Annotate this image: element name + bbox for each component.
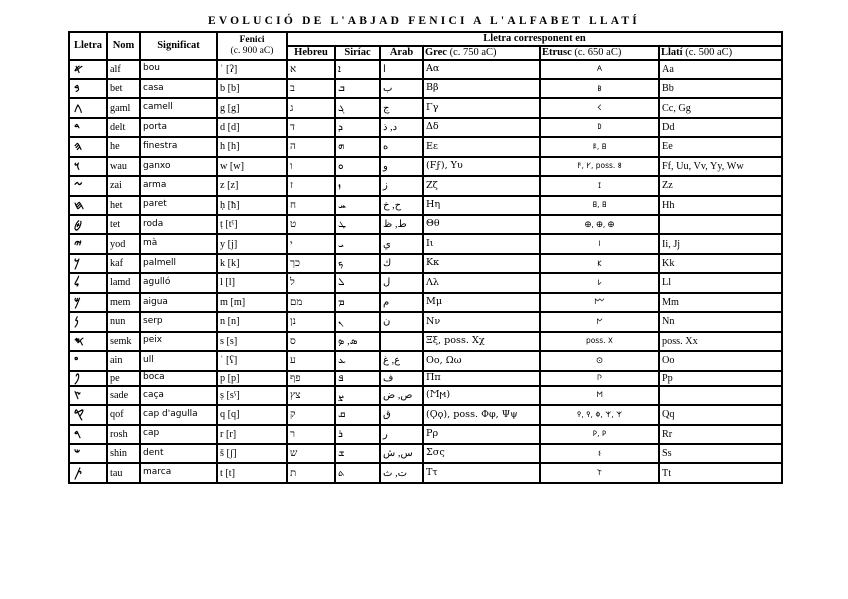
- cell-etrusc: 𐌄, 𐌇: [540, 137, 659, 156]
- cell-significat: camell: [140, 98, 217, 117]
- cell-significat: boca: [140, 371, 217, 386]
- cell-hebreu: ג: [287, 98, 335, 117]
- cell-hebreu: ת: [287, 463, 335, 482]
- cell-etrusc: 𐌆: [540, 176, 659, 195]
- header-llati-label: Llatí: [661, 47, 683, 58]
- header-nom: Nom: [107, 32, 140, 60]
- table-row: [69, 60, 782, 79]
- cell-fenici: ḥ [ħ]: [217, 196, 287, 215]
- cell-llati: Hh: [659, 196, 782, 215]
- cell-hebreu: א: [287, 60, 335, 79]
- cell-nom: nun: [107, 312, 140, 331]
- cell-lletra: 𐤉: [69, 234, 107, 253]
- cell-etrusc: 𐌕: [540, 463, 659, 482]
- cell-etrusc: 𐌍: [540, 312, 659, 331]
- cell-siriac: ܝ: [335, 234, 380, 253]
- cell-nom: rosh: [107, 425, 140, 444]
- cell-grec: Ββ: [423, 79, 540, 98]
- table-row: [69, 425, 782, 444]
- cell-grec: Σσς: [423, 444, 540, 463]
- cell-fenici: ʾ [ʔ]: [217, 60, 287, 79]
- cell-hebreu: ז: [287, 176, 335, 195]
- cell-hebreu: ס: [287, 332, 335, 351]
- cell-hebreu: ע: [287, 351, 335, 370]
- table-row: [69, 234, 782, 253]
- cell-nom: he: [107, 137, 140, 156]
- header-lletra: Lletra: [69, 32, 107, 60]
- cell-hebreu: ד: [287, 118, 335, 137]
- cell-siriac: ܛ: [335, 215, 380, 234]
- table-row: [69, 351, 782, 370]
- table-row: [69, 118, 782, 137]
- cell-grec: Ττ: [423, 463, 540, 482]
- cell-llati: Ss: [659, 444, 782, 463]
- cell-llati: Cc, Gg: [659, 98, 782, 117]
- cell-nom: alf: [107, 60, 140, 79]
- table-row: [69, 176, 782, 195]
- cell-significat: peix: [140, 332, 217, 351]
- cell-fenici: s [s]: [217, 332, 287, 351]
- cell-lletra: 𐤅: [69, 157, 107, 176]
- cell-significat: cap: [140, 425, 217, 444]
- cell-llati: Qq: [659, 405, 782, 424]
- cell-fenici: h [h]: [217, 137, 287, 156]
- cell-etrusc: 𐌊: [540, 254, 659, 273]
- cell-llati: Kk: [659, 254, 782, 273]
- cell-llati: Ll: [659, 273, 782, 292]
- cell-arab: ف: [380, 371, 423, 386]
- cell-arab: ب: [380, 79, 423, 98]
- alphabet-table: [68, 31, 783, 484]
- cell-siriac: ܬ: [335, 463, 380, 482]
- cell-etrusc: 𐌉: [540, 234, 659, 253]
- cell-grec: Ζζ: [423, 176, 540, 195]
- cell-arab: و: [380, 157, 423, 176]
- cell-nom: ain: [107, 351, 140, 370]
- cell-etrusc: 𐌈, 𐌈, 𐌈: [540, 215, 659, 234]
- table-row: [69, 79, 782, 98]
- cell-hebreu: ח: [287, 196, 335, 215]
- cell-hebreu: ט: [287, 215, 335, 234]
- cell-significat: porta: [140, 118, 217, 137]
- cell-significat: roda: [140, 215, 217, 234]
- cell-llati: Zz: [659, 176, 782, 195]
- cell-significat: caça: [140, 386, 217, 405]
- cell-significat: dent: [140, 444, 217, 463]
- cell-grec: Γγ: [423, 98, 540, 117]
- cell-fenici: p [p]: [217, 371, 287, 386]
- cell-nom: gaml: [107, 98, 140, 117]
- cell-nom: wau: [107, 157, 140, 176]
- cell-hebreu: נן: [287, 312, 335, 331]
- table-row: [69, 98, 782, 117]
- header-etrusc-label: Etrusc: [542, 47, 572, 58]
- cell-fenici: g [g]: [217, 98, 287, 117]
- cell-hebreu: ב: [287, 79, 335, 98]
- cell-hebreu: ר: [287, 425, 335, 444]
- cell-etrusc: 𐌔: [540, 444, 659, 463]
- table-row: [69, 157, 782, 176]
- cell-siriac: ܡ: [335, 293, 380, 312]
- cell-siriac: ܨ: [335, 386, 380, 405]
- cell-llati: poss. Xx: [659, 332, 782, 351]
- cell-etrusc: 𐌂: [540, 98, 659, 117]
- cell-lletra: 𐤑: [69, 386, 107, 405]
- cell-significat: aigua: [140, 293, 217, 312]
- cell-lletra: 𐤍: [69, 312, 107, 331]
- cell-siriac: ܩ: [335, 405, 380, 424]
- table-row: [69, 293, 782, 312]
- cell-fenici: k [k]: [217, 254, 287, 273]
- cell-nom: lamd: [107, 273, 140, 292]
- cell-significat: finestra: [140, 137, 217, 156]
- cell-significat: bou: [140, 60, 217, 79]
- cell-siriac: ܕ: [335, 118, 380, 137]
- table-row: [69, 371, 782, 386]
- cell-significat: paret: [140, 196, 217, 215]
- cell-lletra: 𐤀: [69, 60, 107, 79]
- table-row: [69, 196, 782, 215]
- cell-siriac: ܥ: [335, 351, 380, 370]
- cell-llati: Tt: [659, 463, 782, 482]
- cell-fenici: ʿ [ʕ]: [217, 351, 287, 370]
- cell-fenici: š [ʃ]: [217, 444, 287, 463]
- cell-etrusc: 𐌓, 𐌓: [540, 425, 659, 444]
- cell-llati: Nn: [659, 312, 782, 331]
- cell-llati: Oo: [659, 351, 782, 370]
- cell-significat: ull: [140, 351, 217, 370]
- cell-hebreu: ל: [287, 273, 335, 292]
- cell-arab: ت, ث: [380, 463, 423, 482]
- table-row: [69, 463, 782, 482]
- header-grec-label: Grec: [425, 47, 447, 58]
- cell-significat: arma: [140, 176, 217, 195]
- cell-fenici: ṣ [sˤ]: [217, 386, 287, 405]
- cell-lletra: 𐤓: [69, 425, 107, 444]
- cell-lletra: 𐤁: [69, 79, 107, 98]
- cell-arab: ن: [380, 312, 423, 331]
- cell-hebreu: י: [287, 234, 335, 253]
- cell-siriac: ܐ: [335, 60, 380, 79]
- header-fenici-date: (c. 900 aC): [230, 44, 274, 56]
- cell-siriac: ܦ: [335, 371, 380, 386]
- cell-nom: yod: [107, 234, 140, 253]
- cell-grec: Ππ: [423, 371, 540, 386]
- cell-lletra: 𐤏: [69, 351, 107, 370]
- header-significat: Significat: [140, 32, 217, 60]
- cell-significat: cap d'agulla: [140, 405, 217, 424]
- cell-arab: ص, ض: [380, 386, 423, 405]
- cell-grec: Ηη: [423, 196, 540, 215]
- cell-fenici: q [q]: [217, 405, 287, 424]
- cell-lletra: 𐤕: [69, 463, 107, 482]
- cell-nom: shin: [107, 444, 140, 463]
- cell-arab: ك: [380, 254, 423, 273]
- cell-arab: ي: [380, 234, 423, 253]
- cell-siriac: ܓ: [335, 98, 380, 117]
- cell-nom: zai: [107, 176, 140, 195]
- cell-siriac: ܫ: [335, 444, 380, 463]
- cell-fenici: ṭ [tˤ]: [217, 215, 287, 234]
- cell-significat: mà: [140, 234, 217, 253]
- cell-etrusc: 𐌇, 𐌇: [540, 196, 659, 215]
- cell-lletra: 𐤐: [69, 371, 107, 386]
- cell-nom: mem: [107, 293, 140, 312]
- cell-lletra: 𐤃: [69, 118, 107, 137]
- cell-lletra: 𐤄: [69, 137, 107, 156]
- cell-grec: (Ϻϻ): [423, 386, 540, 405]
- cell-lletra: 𐤇: [69, 196, 107, 215]
- table-row: [69, 444, 782, 463]
- cell-grec: Οο, Ωω: [423, 351, 540, 370]
- cell-grec: Θθ: [423, 215, 540, 234]
- cell-lletra: 𐤔: [69, 444, 107, 463]
- cell-grec: Κκ: [423, 254, 540, 273]
- cell-nom: semk: [107, 332, 140, 351]
- cell-hebreu: ק: [287, 405, 335, 424]
- header-grec: [423, 46, 540, 60]
- cell-fenici: t [t]: [217, 463, 287, 482]
- cell-etrusc: 𐌅, 𐌖, poss. 𐌚: [540, 157, 659, 176]
- cell-arab: ط, ظ: [380, 215, 423, 234]
- cell-fenici: d [d]: [217, 118, 287, 137]
- table-row: [69, 332, 782, 351]
- cell-grec: Ιι: [423, 234, 540, 253]
- header-etrusc-date: (c. 650 aC): [574, 47, 622, 58]
- cell-significat: palmell: [140, 254, 217, 273]
- cell-grec: Μμ: [423, 293, 540, 312]
- cell-significat: agulló: [140, 273, 217, 292]
- cell-arab: ق: [380, 405, 423, 424]
- cell-grec: (Ϙϙ), poss. Φφ, Ψψ: [423, 405, 540, 424]
- header-fenici: [217, 32, 287, 60]
- cell-llati: Aa: [659, 60, 782, 79]
- cell-etrusc: 𐌃: [540, 118, 659, 137]
- header-llati: [659, 46, 782, 60]
- cell-grec: Εε: [423, 137, 540, 156]
- cell-hebreu: ו: [287, 157, 335, 176]
- cell-arab: ه: [380, 137, 423, 156]
- cell-etrusc: 𐌏: [540, 351, 659, 370]
- cell-hebreu: ש: [287, 444, 335, 463]
- cell-arab: ح, خ: [380, 196, 423, 215]
- header-hebreu: Hebreu: [287, 46, 335, 60]
- cell-etrusc: 𐌀: [540, 60, 659, 79]
- cell-nom: pe: [107, 371, 140, 386]
- cell-etrusc: 𐌒, 𐌒, 𐌘, 𐌙, 𐌙: [540, 405, 659, 424]
- cell-significat: marca: [140, 463, 217, 482]
- cell-fenici: b [b]: [217, 79, 287, 98]
- cell-llati: Bb: [659, 79, 782, 98]
- cell-llati: Dd: [659, 118, 782, 137]
- cell-siriac: ܠ: [335, 273, 380, 292]
- cell-significat: serp: [140, 312, 217, 331]
- cell-llati: [659, 215, 782, 234]
- cell-etrusc: 𐌐: [540, 371, 659, 386]
- cell-etrusc: poss. 𐌗: [540, 332, 659, 351]
- cell-fenici: y [j]: [217, 234, 287, 253]
- cell-etrusc: 𐌋: [540, 273, 659, 292]
- cell-siriac: ܪ: [335, 425, 380, 444]
- table-row: [69, 386, 782, 405]
- cell-grec: Νν: [423, 312, 540, 331]
- cell-hebreu: צץ: [287, 386, 335, 405]
- cell-significat: ganxo: [140, 157, 217, 176]
- header-arab: Àrab: [380, 46, 423, 60]
- cell-siriac: ܘ: [335, 157, 380, 176]
- table-body: [69, 60, 782, 483]
- cell-arab: ج: [380, 98, 423, 117]
- cell-fenici: n [n]: [217, 312, 287, 331]
- cell-arab: ز: [380, 176, 423, 195]
- cell-arab: د, ذ: [380, 118, 423, 137]
- table-row: [69, 215, 782, 234]
- cell-llati: Ee: [659, 137, 782, 156]
- cell-siriac: ܗ: [335, 137, 380, 156]
- cell-fenici: z [z]: [217, 176, 287, 195]
- table-row: [69, 137, 782, 156]
- cell-fenici: r [r]: [217, 425, 287, 444]
- header-fenici-label: Fenici: [239, 34, 265, 46]
- cell-lletra: 𐤆: [69, 176, 107, 195]
- cell-lletra: 𐤌: [69, 293, 107, 312]
- table-row: [69, 312, 782, 331]
- table-row: [69, 405, 782, 424]
- cell-lletra: 𐤎: [69, 332, 107, 351]
- cell-arab: ع, غ: [380, 351, 423, 370]
- table-row: [69, 273, 782, 292]
- header-etrusc: [540, 46, 659, 60]
- cell-lletra: 𐤈: [69, 215, 107, 234]
- cell-siriac: ܣ, ܤ: [335, 332, 380, 351]
- cell-hebreu: פף: [287, 371, 335, 386]
- cell-etrusc: 𐌑: [540, 386, 659, 405]
- cell-llati: [659, 386, 782, 405]
- cell-hebreu: ה: [287, 137, 335, 156]
- cell-lletra: 𐤂: [69, 98, 107, 117]
- cell-fenici: m [m]: [217, 293, 287, 312]
- page-title: EVOLUCIÓ DE L'ABJAD FENICI A L'ALFABET LLATÍ: [208, 15, 640, 27]
- cell-nom: bet: [107, 79, 140, 98]
- cell-arab: ا: [380, 60, 423, 79]
- cell-nom: tau: [107, 463, 140, 482]
- cell-arab: ر: [380, 425, 423, 444]
- cell-fenici: w [w]: [217, 157, 287, 176]
- cell-nom: kaf: [107, 254, 140, 273]
- cell-llati: Mm: [659, 293, 782, 312]
- cell-nom: qof: [107, 405, 140, 424]
- cell-siriac: ܚ: [335, 196, 380, 215]
- cell-llati: Rr: [659, 425, 782, 444]
- cell-grec: Λλ: [423, 273, 540, 292]
- cell-grec: Ρρ: [423, 425, 540, 444]
- cell-nom: delt: [107, 118, 140, 137]
- cell-grec: Ξξ, poss. Χχ: [423, 332, 540, 351]
- cell-etrusc: 𐌁: [540, 79, 659, 98]
- cell-etrusc: 𐌌: [540, 293, 659, 312]
- cell-lletra: 𐤒: [69, 405, 107, 424]
- cell-hebreu: כך: [287, 254, 335, 273]
- cell-lletra: 𐤊: [69, 254, 107, 273]
- cell-llati: Ff, Uu, Vv, Yy, Ww: [659, 157, 782, 176]
- header-llati-date: (c. 500 aC): [685, 47, 733, 58]
- cell-siriac: ܒ: [335, 79, 380, 98]
- cell-nom: sade: [107, 386, 140, 405]
- header-siriac: Siríac: [335, 46, 380, 60]
- cell-arab: م: [380, 293, 423, 312]
- cell-nom: tet: [107, 215, 140, 234]
- cell-arab: [380, 332, 423, 351]
- cell-llati: Pp: [659, 371, 782, 386]
- cell-grec: Αα: [423, 60, 540, 79]
- header-correspondent: Lletra corresponent en: [287, 32, 782, 46]
- header-grec-date: (c. 750 aC): [449, 47, 497, 58]
- table-row: [69, 254, 782, 273]
- cell-siriac: ܟ: [335, 254, 380, 273]
- cell-llati: Ii, Jj: [659, 234, 782, 253]
- cell-arab: ل: [380, 273, 423, 292]
- cell-arab: س, ش: [380, 444, 423, 463]
- cell-fenici: l [l]: [217, 273, 287, 292]
- cell-hebreu: מם: [287, 293, 335, 312]
- cell-lletra: 𐤋: [69, 273, 107, 292]
- cell-siriac: ܢ: [335, 312, 380, 331]
- cell-grec: Δδ: [423, 118, 540, 137]
- cell-siriac: ܙ: [335, 176, 380, 195]
- cell-nom: het: [107, 196, 140, 215]
- cell-significat: casa: [140, 79, 217, 98]
- cell-grec: (Ϝϝ), Υυ: [423, 157, 540, 176]
